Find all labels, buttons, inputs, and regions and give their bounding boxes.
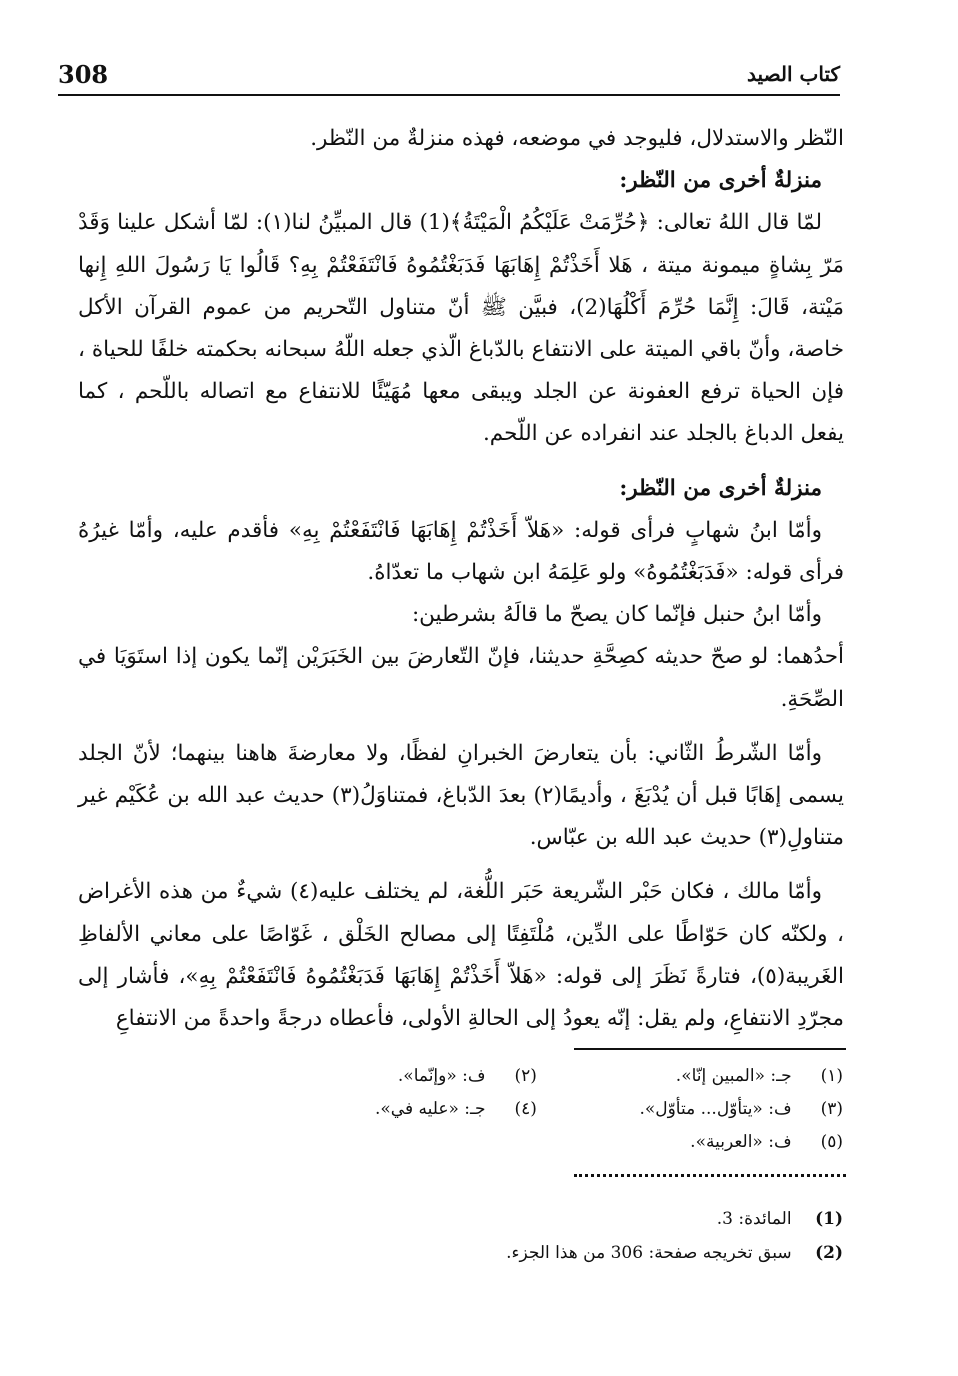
- dotted-separator: [574, 1174, 846, 1181]
- paragraph-5: أحدُهما: لو صحّ حديثه كصِحَّةِ حديثنا، فإنّ التّعارضَ بين الخَبَرَيْن إنّما يكون إذا استَوَيَا في الصِّحَةِ.: [78, 644, 844, 712]
- editor-note-number: (1): [815, 1209, 843, 1229]
- footnote-number: (٤): [514, 1099, 537, 1119]
- footnote-5: [583, 1126, 843, 1159]
- editor-notes: [243, 1202, 843, 1270]
- paragraph-7: وأمّا مالك ، فكان حَبْر الشّريعة حَبَر اللُّغة، لم يختلف عليه(٤) شيءٌ من هذه الأغراض ، ولكنّه كان حَوّاطًا على الدِّين، مُلْتَفِتًا إلى مصالح الخَلْق ، غَوّاصًا على معاني الألفاظِ الغَريبة(٥)، فتارةً نَظَرَ إلى قوله: «هَلاّ أَخَذْتُمْ إِهَابَهَا فَدَبَغْتُمُوهُ فَانْتَفَعْتُمْ بِهِ»، فأشار إلى مجرّدِ الانتفاعِ، ولم يقل: إنّه يعودُ إلى الحالةِ الأولى، فأعطاه درجةً واحدةً من الانتفاعِ: [78, 879, 844, 1032]
- footnote-separator: [574, 1048, 846, 1050]
- manuscript-footnotes: [143, 1060, 843, 1159]
- footnote-number: (٣): [820, 1099, 843, 1119]
- page-number: 308: [58, 60, 109, 89]
- footnote-number: (٥): [820, 1132, 843, 1152]
- footnote-1: [587, 1060, 843, 1093]
- paragraph-4: وأمّا ابنُ حنبل فإنّما كان يصحّ ما قالَهُ بشرطين:: [411, 602, 822, 628]
- main-text: [78, 118, 844, 1040]
- footnote-2: [143, 1060, 587, 1093]
- footnote-row: [143, 1093, 843, 1126]
- footnote-number: (٢): [514, 1066, 537, 1086]
- footnote-number: (١): [820, 1066, 843, 1086]
- footnote-text: ف: «وإنّما».: [397, 1066, 486, 1086]
- footnote-text: جـ: «المبين إنّا».: [675, 1066, 792, 1086]
- paragraph-1: النّظر والاستدلال، فليوجد في موضعه، فهذه منزلةٌ من النّظر.: [310, 126, 844, 151]
- paragraph-3: وأمّا ابنُ شهابٍ فرأى قوله: «هَلاّ أَخَذْتُمْ إِهَابَهَا فَانْتَفَعْتُمْ بِهِ» فأقدم عليه، وأمّا غيرُهُ فرأى قوله: «فَدَبَغْتُمُوهُ» ولو عَلِمَهُ ابن شهاب ما تعدّاهُ.: [78, 517, 844, 586]
- paragraph-6: وأمّا الشّرطُ الثّاني: بأن يتعارضَ الخبرانِ لفظًا، ولا معارضةَ هاهنا بينهما؛ لأنّ الجلد يسمى إهَابًا قبل أن يُدْبَغَ ، وأديمًا(٢) بعدَ الدّباغ، فمتناوَلُ(٣) حديث عبد الله بن عُكَيْم غير متناولِ(٣) حديث عبد الله بن عبّاس.: [78, 740, 844, 851]
- section-heading-2: منزلةٌ أخرى من النّظر:: [619, 475, 822, 501]
- footnote-text: جـ: «عليه في».: [374, 1099, 486, 1119]
- editor-note-text: المائدة: 3.: [716, 1209, 792, 1229]
- footnote-3: [587, 1093, 843, 1126]
- editor-note-text: سبق تخريجه صفحة: 306 من هذا الجزء.: [506, 1243, 792, 1263]
- editor-note-number: (2): [815, 1243, 843, 1263]
- paragraph-2: لمّا قال اللهُ تعالى: ﴿حُرِّمَتْ عَلَيْكُمُ الْمَيْتَةُ﴾(1) قال المبيِّنُ لنا(١): لمّا أشكل علينا وَقَدْ مَرّ بِشاةٍ ميمونة ميتة ، هَلا أَخَذْتُمْ إِهَابَهَا فَدَبَغْتُمُوهُ فَانْتَفَعْتُمْ بِهِ؟ قَالُوا يَا رَسُولَ اللهِ إِنها مَيْتة، قَالَ: إِنَّمَا حُرِّمَ أَكْلُهَا(2)، فبيَّن ﷺ أنّ متناول التّحريم من عموم القرآن الأكل خاصة، وأنّ باقي الميتة على الانتفاع بالدّباغ الّذي جعله اللّهُ سبحانه بحكمته خلفًا للحياة ، فإن الحياة ترفع العفونة عن الجلد ويبقى معها مُهَيّئًا للانتفاع مع اتصاله باللّحم ، كما يفعل الدباغ بالجلد عند انفراده عن اللّحم.: [78, 210, 844, 447]
- footnote-4: [143, 1093, 587, 1126]
- section-heading-1: منزلةٌ أخرى من النّظر:: [619, 168, 822, 194]
- running-title: كتاب الصيد: [747, 62, 840, 86]
- page-header: [58, 58, 840, 96]
- footnote-text: ف: «العربية».: [690, 1132, 792, 1152]
- editor-note-1: [243, 1202, 843, 1236]
- footnote-row: [143, 1060, 843, 1093]
- footnote-text: ف: «يتأوّل... متأوّل».: [639, 1099, 792, 1119]
- footnote-row: [143, 1126, 843, 1159]
- editor-note-2: [243, 1236, 843, 1270]
